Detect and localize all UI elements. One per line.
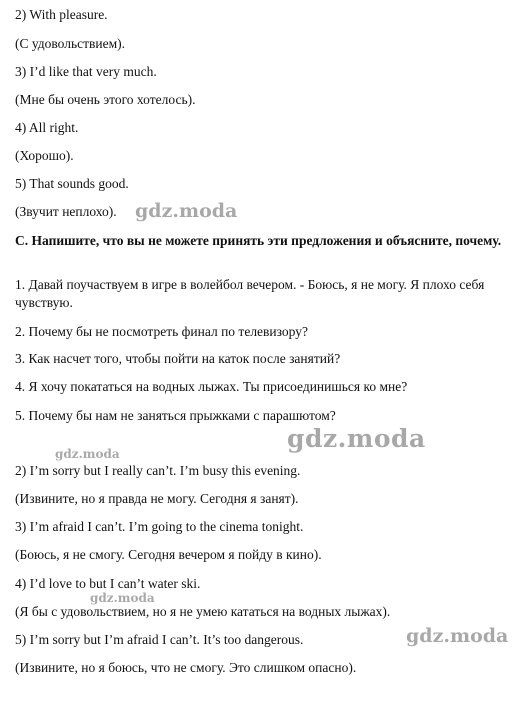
reply-line-5-en: 5) I’m sorry but I’m afraid I can’t. It’s too dangerous. xyxy=(15,632,304,647)
answer-line-4-en: 4) All right. xyxy=(15,120,79,135)
watermark: gdz.moda xyxy=(135,200,238,222)
reply-line-4-ru: (Я бы с удовольствием, но я не умею кататься на водных лыжах). xyxy=(15,604,391,619)
watermark: gdz.moda xyxy=(90,591,155,605)
watermark: gdz.moda xyxy=(287,424,426,453)
reply-line-2-ru: (Извините, но я правда не могу. Сегодня я занят). xyxy=(15,491,299,506)
answer-line-4-ru: (Хорошо). xyxy=(15,148,74,163)
watermark: gdz.moda xyxy=(55,447,120,461)
answer-line-3-en: 3) I’d like that very much. xyxy=(15,64,157,79)
reply-line-3-ru: (Боюсь, я не смогу. Сегодня вечером я пойду в кино). xyxy=(15,547,322,562)
answer-line-2-ru: (С удовольствием). xyxy=(15,36,126,51)
answer-line-2-en: 2) With pleasure. xyxy=(15,7,108,22)
reply-line-2-en: 2) I’m sorry but I really can’t. I’m busy this evening. xyxy=(15,463,301,478)
task-item-1: 1. Давай поучаствуем в игре в волейбол вечером. - Боюсь, я не могу. Я плохо себя чувствую. xyxy=(15,277,485,310)
answer-line-5-en: 5) That sounds good. xyxy=(15,176,129,191)
reply-line-5-ru: (Извините, но я боюсь, что не смогу. Это слишком опасно). xyxy=(15,660,357,675)
watermark: gdz.moda xyxy=(406,625,509,647)
task-item-2: 2. Почему бы не посмотреть финал по телевизору? xyxy=(15,324,308,339)
task-item-5: 5. Почему бы нам не заняться прыжками с парашютом? xyxy=(15,408,336,423)
task-item-3: 3. Как насчет того, чтобы пойти на каток после занятий? xyxy=(15,351,341,366)
answer-line-3-ru: (Мне бы очень этого хотелось). xyxy=(15,92,196,107)
answer-line-5-ru: (Звучит неплохо). xyxy=(15,204,117,219)
task-item-4: 4. Я хочу покататься на водных лыжах. Ты присоединишься ко мне? xyxy=(15,379,408,394)
section-c-heading: C. Напишите, что вы не можете принять эти предложения и объясните, почему. xyxy=(15,233,502,248)
reply-line-3-en: 3) I’m afraid I can’t. I’m going to the cinema tonight. xyxy=(15,519,304,534)
reply-line-4-en: 4) I’d love to but I can’t water ski. xyxy=(15,576,201,591)
